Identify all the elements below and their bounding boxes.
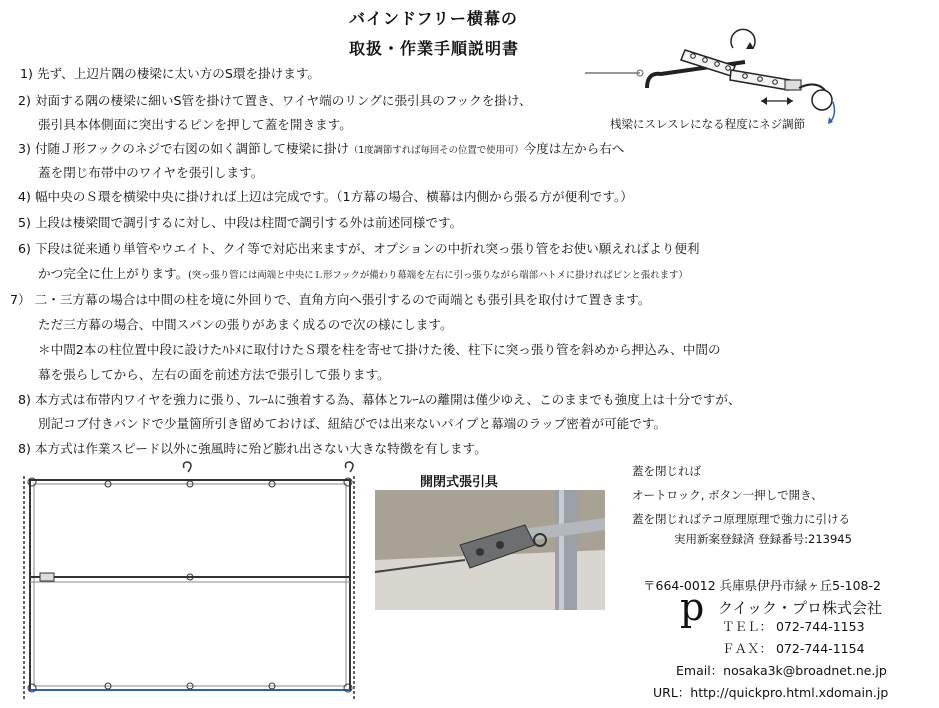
step-2 bbox=[18, 90, 532, 109]
hook-diagram-caption: 桟梁にスレスレになる程度にネジ調節 bbox=[610, 117, 806, 131]
step-8b bbox=[18, 438, 487, 457]
step-text: ＊中間2本の柱位置中段に設けたﾊﾄﾒに取付けたＳ環を柱を寄せて掛けた後、柱下に突っ張り管を斜めから押込み、中間の bbox=[38, 342, 721, 357]
step-text: かつ完全に仕上がります。 bbox=[38, 266, 189, 281]
step-7-note-cont bbox=[38, 364, 390, 383]
step-6 bbox=[18, 238, 700, 257]
company-address: 〒664-0012 兵庫県伊丹市緑ヶ丘5-108-2 bbox=[643, 578, 881, 593]
step-text: 幕を張らしてから、左右の面を前述方法で張引して張ります。 bbox=[38, 367, 390, 382]
step-3 bbox=[18, 138, 624, 157]
company-email: Email：nosaka3k@broadnet.ne.jp bbox=[676, 663, 887, 678]
step-text: 張引具本体側面に突出するピンを押して蓋を開きます。 bbox=[38, 117, 352, 132]
utility-model-registration: 実用新案登録済 登録番号:213945 bbox=[674, 532, 852, 546]
step-5 bbox=[18, 212, 462, 231]
step-7 bbox=[10, 289, 650, 308]
step-note: (突っ張り管には両端と中央にＬ形フックが備わり幕端を左右に引っ張りながら端部ハトメに掛ければピンと張れます） bbox=[188, 270, 688, 281]
step-text: ただ三方幕の場合、中間スパンの張りがあまく成るので次の様にします。 bbox=[38, 317, 453, 332]
note-line2: オートロック, ボタン一押しで開き、 bbox=[632, 488, 823, 502]
step-number: 8) bbox=[18, 392, 31, 407]
step-8a bbox=[18, 389, 741, 408]
step-2-cont bbox=[38, 114, 352, 133]
step-text: 別記コブ付きバンドで少量箇所引き留めておけば、紐結びでは出来ないパイプと幕端のラップ密着が可能です。 bbox=[38, 416, 667, 431]
note-line1: 蓋を閉じれば bbox=[632, 464, 701, 478]
step-6-cont bbox=[38, 263, 688, 282]
step-text: 上段は棲梁間で調引するに対し、中段は柱間で調引する外は前述同様です。 bbox=[34, 215, 463, 230]
step-number: 3) bbox=[18, 141, 31, 156]
step-number: 7） bbox=[10, 292, 31, 307]
company-fax: ＦＡＸ： 072-744-1154 bbox=[722, 641, 865, 656]
step-text: 本方式は布帯内ワイヤを強力に張り、ﾌﾚｰﾑに強着する為、幕体とﾌﾚｰﾑの離開は僅少ゆえ、このままでも強度上は十分ですが、 bbox=[34, 392, 741, 407]
step-number: 1) bbox=[20, 66, 33, 81]
step-3-cont bbox=[38, 162, 263, 181]
step-7-cont bbox=[38, 314, 453, 333]
step-text-tail: 今度は左から右へ bbox=[523, 141, 625, 156]
step-number: 5) bbox=[18, 215, 31, 230]
photo-label: 開閉式張引具 bbox=[420, 475, 499, 490]
step-text: 本方式は作業スピード以外に強風時に殆ど膨れ出さない大きな特徴を有します。 bbox=[34, 441, 487, 456]
step-4 bbox=[18, 186, 633, 205]
tensioner-photo bbox=[375, 490, 605, 610]
step-text: 二・三方幕の場合は中間の柱を境に外回りで、直角方向へ張引するので両端とも張引具を取付けて置きます。 bbox=[34, 292, 651, 307]
step-text: 蓋を閉じ布帯中のワイヤを張引します。 bbox=[38, 165, 264, 180]
step-text: 幅中央のＳ環を横梁中央に掛ければ上辺は完成です。（1方幕の場合、横幕は内側から張る方が便利です。） bbox=[34, 189, 633, 204]
company-name: クイック・プロ株式会社 bbox=[718, 599, 882, 617]
step-number: 8) bbox=[18, 441, 31, 456]
step-text: 下段は従来通り単管やウエイト、クイ等で対応出来ますが、オプションの中折れ突っ張り管をお使い願えればより便利 bbox=[34, 241, 700, 256]
step-7-note bbox=[38, 339, 721, 358]
note-line3: 蓋を閉じればテコ原理原理で強力に引ける bbox=[632, 512, 851, 526]
step-text: 対面する隅の棲梁に細いS管を掛けて置き、ワイヤ端のリングに張引具のフックを掛け、 bbox=[34, 93, 532, 108]
company-url: URL：http://quickpro.html.xdomain.jp bbox=[653, 685, 889, 700]
step-1 bbox=[20, 63, 320, 82]
company-tel: ＴＥＬ： 072-744-1153 bbox=[722, 619, 865, 634]
step-number: 6) bbox=[18, 241, 31, 256]
banner-frame-diagram bbox=[18, 462, 363, 702]
step-text: 先ず、上辺片隅の棲梁に太い方のS環を掛けます。 bbox=[36, 66, 320, 81]
company-logo: p bbox=[680, 585, 705, 629]
step-note: （1度調節すれば毎回その位置で使用可） bbox=[348, 145, 524, 156]
document-title-line1: バインドフリー横幕の bbox=[349, 9, 518, 28]
step-text: 付随Ｊ形フックのネジで右図の如く調節して棲梁に掛け bbox=[34, 141, 349, 156]
step-number: 2) bbox=[18, 93, 31, 108]
hook-adjustment-diagram bbox=[585, 30, 845, 130]
step-8a-cont bbox=[38, 413, 666, 432]
step-number: 4) bbox=[18, 189, 31, 204]
document-title-line2: 取扱・作業手順説明書 bbox=[349, 39, 520, 58]
